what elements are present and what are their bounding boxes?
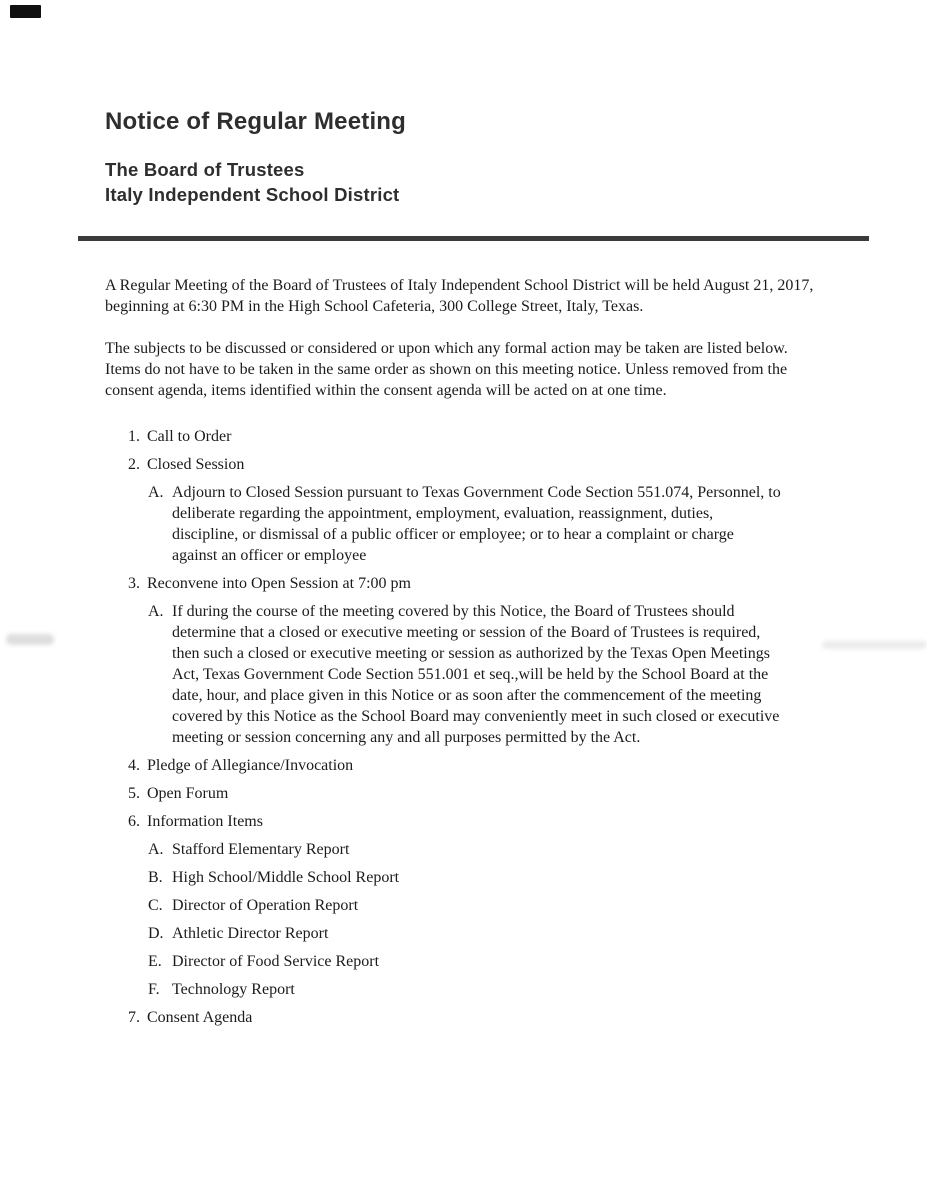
agenda-item-number: 7. [128,1009,140,1026]
agenda-sub-item-text: Director of Operation Report [172,897,359,914]
agenda-item-open-forum [105,783,847,804]
agenda-item-number: 4. [128,757,140,774]
agenda-sub-item-executive-session-clause [105,601,847,748]
agenda-sub-item-text: If during the course of the meeting covered by this Notice, the Board of Trustees should determine that a closed or executive meeting or session of the Board of Trustees is required, then such a closed or executive meeting or session as authorized by the Texas Open Meetings Act, Texas Government Code Section 551.001 et seq.,will be held by the School Board at the date, hour, and place given in this Notice or as soon after the commencement of the meeting covered by this Notice as the School Board may conveniently meet in such closed or executive meeting or session concerning any and all purposes permitted by the Act. [172,603,780,746]
agenda-item-text: Open Forum [147,785,229,802]
agenda-item-reconvene-open-session [105,573,847,594]
scan-smudge-left [6,634,54,645]
agenda-item-text: Information Items [147,813,263,830]
agenda-item-text: Reconvene into Open Session at 7:00 pm [147,575,411,592]
header-divider-rule [78,236,869,241]
agenda-list [105,426,847,1028]
subtitle-district-line: Italy Independent School District [105,184,400,205]
agenda-item-information-items [105,811,847,832]
agenda-sub-item-letter: A. [148,603,164,620]
agenda-sub-item-stafford-elementary-report [105,839,847,860]
agenda-sub-item-letter: A. [148,484,164,501]
subjects-notice-paragraph: The subjects to be discussed or considered or upon which any formal action may be taken are listed below. Items do not have to be taken in the same order as shown on this meeting notice. Unless removed from the consent agenda, items identified within the consent agenda will be acted on at one time. [105,340,788,399]
agenda-item-number: 2. [128,456,140,473]
agenda-sub-item-director-of-operation-report [105,895,847,916]
agenda-sub-item-letter: F. [148,981,160,998]
agenda-sub-item-text: Adjourn to Closed Session pursuant to Texas Government Code Section 551.074, Personnel, to deliberate regarding the appointment, employment, evaluation, reassignment, duties, discipline, or dismissal of a public officer or employee; or to hear a complaint or charge against an officer or employee [172,484,781,564]
page-title: Notice of Regular Meeting [105,108,407,135]
agenda-item-number: 3. [128,575,140,592]
agenda-sub-item-athletic-director-report [105,923,847,944]
agenda-sub-item-letter: A. [148,841,164,858]
agenda-item-consent-agenda [105,1007,847,1028]
agenda-sub-item-letter: B. [148,869,163,886]
agenda-sub-item-adjourn-closed-session [105,482,847,566]
agenda-item-text: Pledge of Allegiance/Invocation [147,757,354,774]
agenda-item-pledge-invocation [105,755,847,776]
agenda-item-call-to-order [105,426,847,447]
scan-smudge-right [822,641,927,649]
agenda-sub-item-text: Technology Report [172,981,295,998]
agenda-item-text: Consent Agenda [147,1009,253,1026]
agenda-item-text: Call to Order [147,428,232,445]
scan-artifact-mark [10,5,41,18]
agenda-sub-item-technology-report [105,979,847,1000]
agenda-item-closed-session [105,454,847,475]
document-subtitle [105,157,847,207]
agenda-sub-item-letter: E. [148,953,162,970]
agenda-sub-item-letter: D. [148,925,164,942]
agenda-sub-item-text: Stafford Elementary Report [172,841,350,858]
agenda-sub-item-letter: C. [148,897,163,914]
agenda-sub-item-food-service-report [105,951,847,972]
agenda-sub-item-text: Athletic Director Report [172,925,329,942]
agenda-item-text: Closed Session [147,456,245,473]
agenda-item-number: 1. [128,428,140,445]
agenda-item-number: 6. [128,813,140,830]
agenda-item-number: 5. [128,785,140,802]
subtitle-board-line: The Board of Trustees [105,159,305,180]
agenda-sub-item-text: High School/Middle School Report [172,869,400,886]
meeting-details-paragraph: A Regular Meeting of the Board of Trustees of Italy Independent School District will be held August 21, 2017, beginning at 6:30 PM in the High School Cafeteria, 300 College Street, Italy, Texas. [105,277,814,315]
agenda-sub-item-text: Director of Food Service Report [172,953,380,970]
agenda-sub-item-high-school-middle-school-report [105,867,847,888]
